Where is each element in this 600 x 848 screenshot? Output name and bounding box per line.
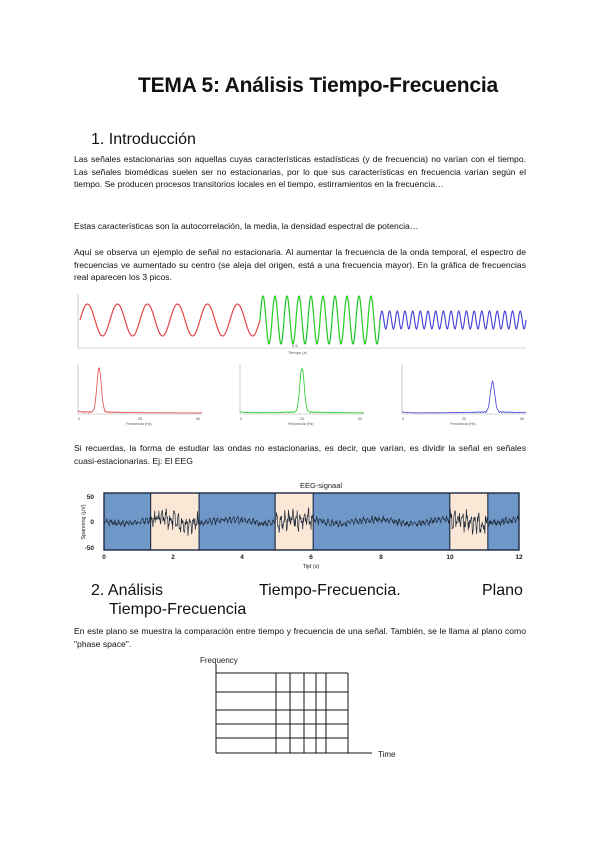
spectrum-curve-2 [240,369,364,413]
wave-segment-low-freq [80,304,260,336]
spectrum-3-xlabel: Frecuencia (Hz) [450,422,476,426]
eeg-chart [76,478,528,572]
eeg-xtick: 4 [240,554,244,561]
eeg-xtick: 0 [102,554,106,561]
eeg-xticks [102,554,523,561]
eeg-transient-band [151,493,199,550]
wave-segment-mid-freq [260,296,380,344]
eeg-xtick: 8 [379,554,383,561]
time-signal-panel [78,294,526,355]
spectrum-panel-3 [402,364,526,426]
section1-paragraph-2: Estas características son la autocorrelación, la media, la densidad espectral de potencia… [74,221,419,231]
page-title: TEMA 5: Análisis Tiempo-Frecuencia [137,74,498,97]
spectrum-3-tick-50: 50 [520,417,524,421]
time-mid-tick: 0.5 [292,343,298,348]
spectrum-1-tick-50: 50 [196,417,200,421]
section2-heading-part1: 2. Análisis [91,582,164,599]
section1-paragraph-3: Aquí se observa un ejemplo de señal no estacionaria. Al aumentar la frecuencia de la onda temporal, el espectro de frecuencias ve aumentado su centro (se aleja del origen, está a una frecuencia mayor). En la gráfica de frecuencias real aparecen los 3 picos. [74,247,526,283]
spectrum-1-tick-25: 25 [138,417,142,421]
spectrum-curve-1 [78,368,202,413]
section1-paragraph-1: Las señales estacionarias son aquellas cuyas características estadísticas (y de frecuencia) no varían con el tiempo. Las señales biomédicas suelen ser no estacionarias, por lo que sus características en frecuencia varían según el tiempo. Se producen procesos transitorios locales en el tiempo, estirramientos en la frecuencia… [74,154,526,190]
spectrum-panel-2 [240,364,364,426]
eeg-xtick: 6 [309,554,313,561]
spectrum-1-tick-0: 0 [78,417,80,421]
wave-segment-high-freq [380,311,526,329]
eeg-ytick-0: 0 [90,519,94,526]
eeg-xlabel: Tijd (s) [302,564,320,570]
section1-heading: 1. Introducción [91,131,196,148]
tf-grid [216,673,348,753]
tf-plane-diagram [196,650,406,766]
spectrum-3-tick-25: 25 [462,417,466,421]
eeg-ytick-minus50: -50 [84,545,94,552]
section2-heading-part2: Tiempo-Frecuencia. [259,582,401,599]
spectrum-2-tick-0: 0 [240,417,242,421]
spectrum-2-tick-25: 25 [300,417,304,421]
eeg-xtick: 10 [446,554,454,561]
eeg-ylabel: Spanning (µV) [81,504,87,540]
tf-x-label: Time [378,750,396,759]
section1-paragraph-4: Si recuerdas, la forma de estudiar las ondas no estacionarias, es decir, que varían, es dividir la señal en señales cuasi-estacionarias. Ej: El EEG [74,443,526,466]
time-axis-label: Tiempo (s) [288,350,307,355]
section2-heading-part3: Plano [482,582,523,599]
wave-spectrum-figure [72,292,532,428]
eeg-title: EEG-signaal [299,481,343,490]
section2-paragraph-1: En este plano se muestra la comparación entre tiempo y frecuencia de una señal. También, se le llama al plano como "phase space". [74,626,526,649]
spectrum-3-tick-0: 0 [402,417,404,421]
spectrum-2-tick-50: 50 [358,417,362,421]
eeg-xtick: 2 [171,554,175,561]
section2-heading-line2: Tiempo-Frecuencia [109,601,247,618]
spectrum-panel-1 [78,364,202,426]
spectrum-1-xlabel: Frecuencia (Hz) [126,422,152,426]
eeg-xtick: 12 [515,554,523,561]
spectrum-curve-3 [402,381,526,413]
eeg-ytick-50: 50 [86,494,94,501]
spectrum-2-xlabel: Frecuencia (Hz) [288,422,314,426]
tf-y-label: Frequency [200,656,238,665]
